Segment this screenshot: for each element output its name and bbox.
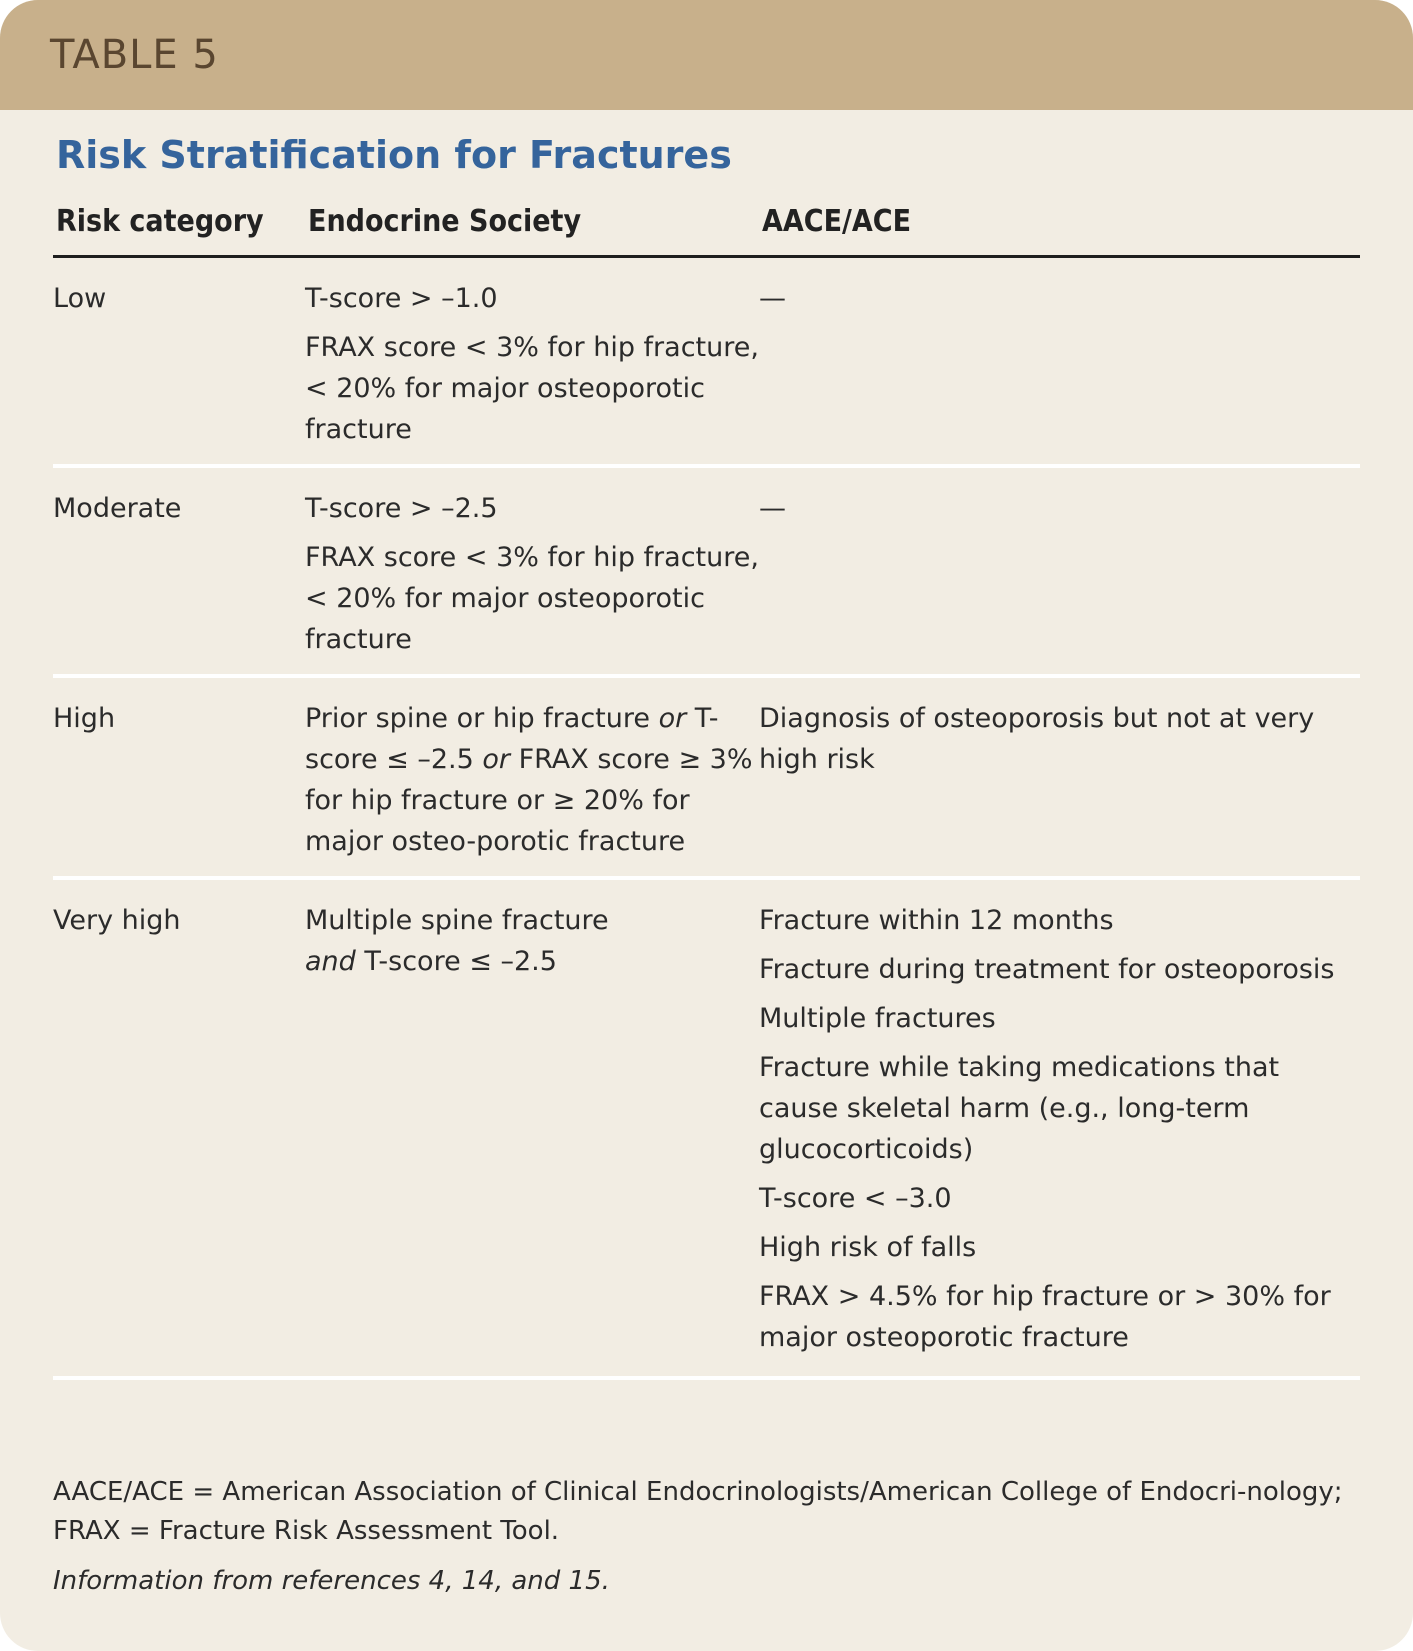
aace-item: Fracture during treatment for osteoporosis: [759, 954, 1335, 985]
endocrine-cell: [305, 676, 759, 878]
aace-item: High risk of falls: [759, 1232, 977, 1263]
risk-category-cell: Low: [53, 257, 305, 467]
endocrine-item: T-score > –2.5: [305, 493, 498, 524]
endocrine-text: Multiple spine fracture: [305, 905, 609, 936]
aace-item: Multiple fractures: [759, 1003, 996, 1034]
aace-cell: [759, 466, 1360, 676]
source-note: Information from references 4, 14, and 15.: [53, 1566, 610, 1596]
table-row-very-high: [53, 878, 1360, 1378]
aace-item: Fracture while taking medications that cause skeletal harm (e.g., long-term glucocorticoids): [759, 1052, 1280, 1165]
table-number-label: TABLE 5: [50, 32, 219, 78]
column-header-risk-category: Risk category: [53, 200, 305, 257]
column-header-aace-ace: AACE/ACE: [759, 200, 1360, 257]
abbreviations-footnote: AACE/ACE = American Association of Clinical Endocrinologists/American College of Endocri-nology; FRAX = Fracture Risk Assessment Tool.: [53, 1477, 1343, 1546]
risk-table: [53, 200, 1360, 1380]
aace-item: Diagnosis of osteoporosis but not at very high risk: [759, 703, 1315, 775]
aace-item: —: [759, 283, 786, 314]
endocrine-item: T-score > –1.0: [305, 283, 498, 314]
endocrine-conjunction: or: [482, 744, 510, 775]
endocrine-item: [305, 698, 759, 862]
risk-category-cell: Very high: [53, 878, 305, 1378]
endocrine-conjunction: or: [658, 703, 687, 734]
table-row-low: [53, 257, 1360, 467]
table-row-moderate: [53, 466, 1360, 676]
aace-cell: [759, 878, 1360, 1378]
table-header-row: [53, 200, 1360, 257]
table-title: Risk Stratification for Fractures: [56, 133, 732, 177]
endocrine-item: FRAX score < 3% for hip fracture, < 20% for major osteoporotic fracture: [305, 332, 759, 445]
table-header-band: [0, 0, 1413, 110]
endocrine-cell: [305, 257, 759, 467]
endocrine-text: T-score ≤ –2.5: [305, 703, 719, 775]
endocrine-cell: [305, 878, 759, 1378]
aace-item: FRAX > 4.5% for hip fracture or > 30% for major osteoporotic fracture: [759, 1281, 1331, 1353]
endocrine-cell: [305, 466, 759, 676]
aace-item: T-score < –3.0: [759, 1183, 952, 1214]
risk-category-cell: Moderate: [53, 466, 305, 676]
endocrine-conjunction: and: [305, 946, 356, 977]
table-row-high: [53, 676, 1360, 878]
endocrine-item: FRAX score < 3% for hip fracture, < 20% for major osteoporotic fracture: [305, 542, 759, 655]
column-header-endocrine-society: Endocrine Society: [305, 200, 759, 257]
endocrine-text: Prior spine or hip fracture: [305, 703, 650, 734]
aace-cell: [759, 257, 1360, 467]
risk-category-cell: High: [53, 676, 305, 878]
endocrine-item: [305, 900, 759, 982]
aace-cell: [759, 676, 1360, 878]
endocrine-text: T-score ≤ –2.5: [364, 946, 557, 977]
aace-item: Fracture within 12 months: [759, 905, 1114, 936]
aace-item: —: [759, 493, 786, 524]
endocrine-text: FRAX score ≥ 3% for hip fracture or ≥ 20% for major osteo-porotic fracture: [305, 744, 753, 857]
